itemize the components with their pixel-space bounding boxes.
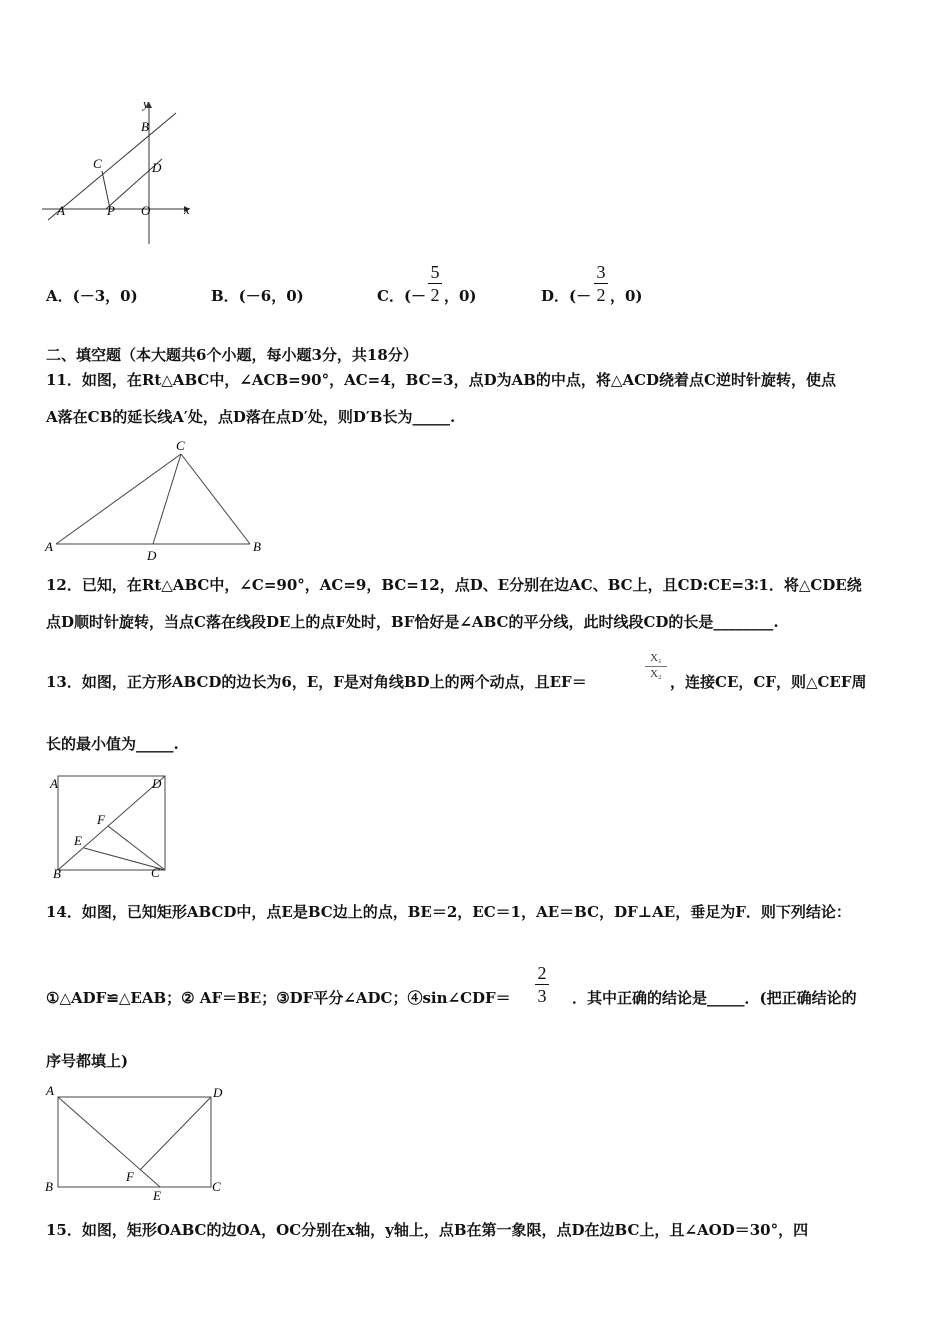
segment-df [140,1097,211,1170]
label-x: x [184,202,190,217]
q14-line1: 14．如图，已知矩形ABCD中，点E是BC边上的点，BE＝2，EC＝1，AE＝BC，DF⊥AE，垂足为F．则下列结论： [46,903,851,921]
q14-line2-prefix: ①△ADF≌△EAB；② AF＝BE；③DF平分∠ADC；④sin∠CDF＝ [46,989,511,1007]
q14-line3: 序号都填上) [46,1052,129,1070]
q13-fraction [645,652,667,681]
option-c-suffix: ，0) [444,287,477,305]
label-y: y [143,98,149,111]
q13-label-b: B [53,866,61,881]
q14-label-b: B [45,1179,53,1194]
q14-fraction-denominator: 3 [537,986,547,1006]
segment-cf [108,826,165,870]
q13-line1-prefix: 13．如图，正方形ABCD的边长为6，E，F是对角线BD上的两个动点，且EF＝ [46,673,587,691]
q13-label-e: E [74,833,82,848]
median-cd [153,454,181,544]
q13-label-d: D [152,776,162,791]
q13-line2: 长的最小值为_____. [46,735,179,753]
option-d-denominator: 2 [596,285,606,305]
q11-label-d: D [147,548,157,562]
q13-fraction-denominator: X₂ [650,668,662,680]
option-b: B．(－6，0) [211,287,304,305]
q11-label-a: A [45,539,53,554]
q13-label-a: A [50,776,58,791]
q11-label-c: C [176,438,185,453]
section-heading: 二、填空题（本大题共6个小题，每小题3分，共18分） [46,346,418,364]
label-b: B [141,119,149,134]
q13-line1-suffix: ，连接CE，CF，则△CEF周 [670,673,867,691]
option-c-numerator: 5 [430,262,440,282]
label-a: A [57,203,65,218]
side-cb [181,454,250,544]
segment-ae [58,1097,160,1187]
q14-label-a: A [46,1083,54,1098]
q13-fraction-numerator: X₁ [650,652,662,664]
q11-line1: 11．如图，在Rt△ABC中，∠ACB=90°，AC=4，BC=3，点D为AB的中点，将△ACD绕着点C逆时针旋转，使点 [46,371,836,389]
option-d-suffix: ，0) [610,287,643,305]
label-o: O [141,203,151,218]
q13-label-c: C [151,865,160,880]
label-p: P [107,203,115,218]
option-c-prefix: C．(－ [377,287,427,305]
q13-square-figure [44,770,174,882]
q11-label-b: B [253,539,261,554]
q12-line1: 12．已知，在Rt△ABC中，∠C=90°，AC=9，BC=12，点D、E分别在边AC、BC上，且CD:CE=3∶1．将△CDE绕 [46,576,862,594]
q14-label-e: E [153,1188,161,1203]
q12-line2: 点D顺时针旋转，当点C落在线段DE上的点F处时，BF恰好是∠ABC的平分线，此时线段CD的长是________. [46,613,779,631]
option-c-denominator: 2 [430,285,440,305]
side-ac [56,454,181,544]
q14-label-d: D [213,1085,223,1100]
q11-line2: A落在CB的延长线A′处，点D落在点D′处，则D′B长为_____. [46,408,456,426]
q14-label-c: C [212,1179,221,1194]
q15-line1: 15．如图，矩形OABC的边OA，OC分别在x轴，y轴上，点B在第一象限，点D在边BC上，且∠AOD＝30°，四 [46,1221,809,1239]
q14-fraction-numerator: 2 [537,963,547,983]
option-d-prefix: D．(－ [541,287,592,305]
label-c: C [93,156,102,171]
option-d-fraction [594,262,608,305]
option-d-numerator: 3 [596,262,606,282]
rectangle-abcd [58,1097,211,1187]
q11-triangle-figure [44,436,266,562]
option-c-fraction [428,262,442,305]
q13-label-f: F [97,812,105,827]
q10-coordinate-figure [40,98,200,248]
q14-fraction [535,963,549,1006]
q14-rectangle-figure [42,1083,232,1203]
label-d: D [152,160,162,175]
q14-label-f: F [126,1169,134,1184]
q14-line2-suffix: ．其中正确的结论是_____．(把正确结论的 [572,989,857,1007]
option-a: A．(－3，0) [46,287,138,305]
